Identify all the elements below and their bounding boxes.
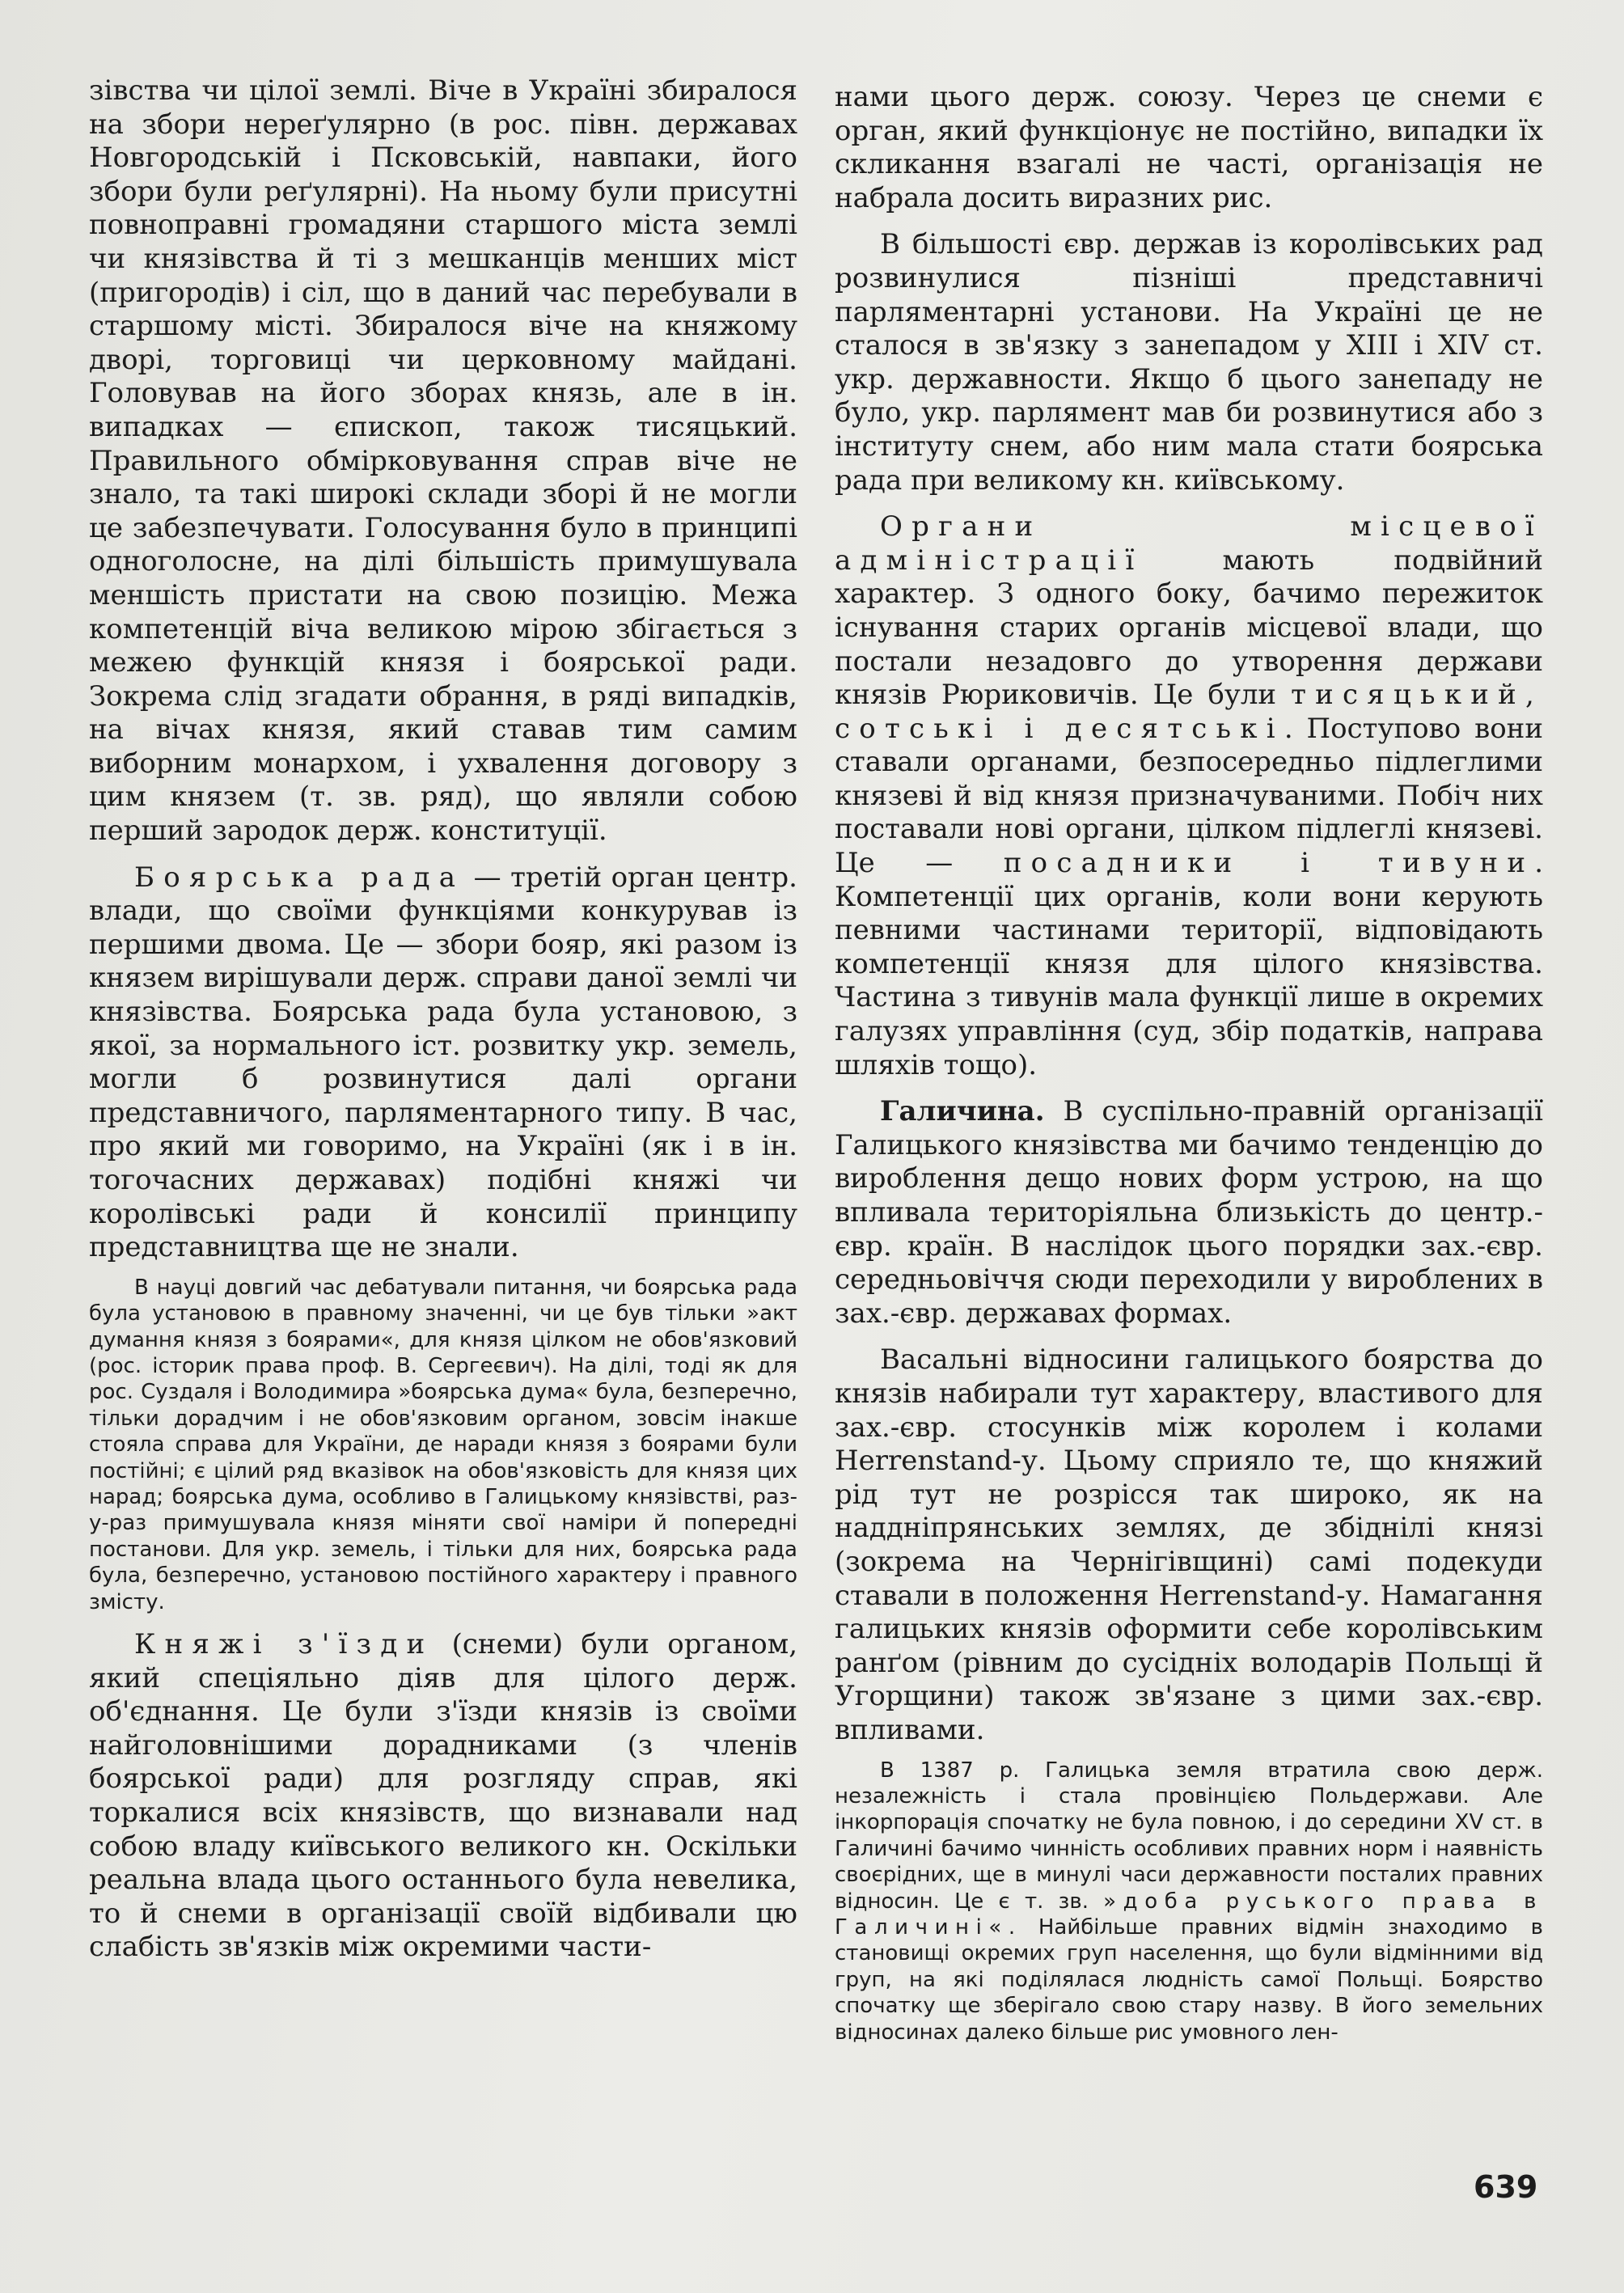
paragraph-snemy-continued: нами цього держ. союзу. Через це снеми є орган, який функціонує не постійно, випадки їх скликання взагалі не часті, організація не набрала досить виразних рис. [835,81,1543,214]
paragraph-knyazhi-zizdy [89,1628,797,1965]
term-tysiatskyi: тисяцький, сотські і десятські [835,679,1543,745]
paragraph-boyarska-rada-text: — третій орган центр. влади, що своїми функціями конкурував із першими двома. Це — збори бояр, які разом із князем вирішували держ. справи даної землі чи князівства. Боярська рада була установою, з якої, за нормального іст. розвитку укр. земель, могли б розвинутися далі органи представничого, парляментарного типу. В час, про який ми говоримо, на Україні (як і в ін. тогочасних державах) подібні княжі чи королівські ради й консилії принципу представництва ще не знали. [89,861,797,1264]
heading-halychyna: Галичина. [880,1095,1045,1128]
term-boyarska-rada: Боярська рада [134,861,465,894]
paragraph-knyazhi-zizdy-text: (снеми) були органом, який спеціяльно діяв для цілого держ. об'єднання. Це були з'їзди князів із своїми найголовнішими дорадниками (з членів боярської ради) для розгляду справ, які торкалися всіх князівств, що визнавали над собою владу київського великого кн. Оскільки реальна влада цього останнього була невелика, то й снеми в організації своїй відбивали цю слабість зв'язків між окремими части- [89,1628,797,1964]
small-print-1387-text-a: В 1387 р. Галицька земля втратила свою держ. незалежність і стала провінцією Польдержави. Але інкорпорація спочатку не була повною, і до середини XV ст. в Галичині бачимо чинність особливих правних норм і наявність своєрідних, ще в минулі часи державности посталих правних відносин. Це є т. зв. [835,1758,1543,1914]
paragraph-parliament: В більшості євр. держав із королівських рад розвинулися пізніші представничі парляментарні установи. На Україні це не сталося в зв'язку з занепадом у XIII і XIV ст. укр. державности. Якщо б цього занепаду не було, укр. парлямент мав би розвинутися або з інституту снем, або ним мала стати боярська рада при великому кн. київському. [835,228,1543,497]
paragraph-boyarska-rada [89,861,797,1265]
small-print-boyarska-rada: В науці довгий час дебатували питання, чи боярська рада була установою в правному значенні, чи це був тільки »акт думання князя з боярами«, для князя цілком не обов'язковий (рос. історик права проф. В. Сергеєвич). На ділі, тоді як для рос. Суздаля і Володимира »боярська дума« була, безперечно, тільки дорадчим і не обов'язковим органом, зовсім інакше стояла справа для України, де наради князя з боярами були постійні; є цілий ряд вказівок на обов'язковість для князя цих нарад; боярська дума, особливо в Галицькому князівстві, раз-у-раз примушувала князя міняти свої наміри й попередні постанови. Для укр. земель, і тільки для них, боярська рада була, безперечно, установою постійного характеру і правного змісту. [89,1275,797,1614]
term-knyazhi-zizdy: Княжі з'їзди [134,1628,434,1661]
term-posadnyky: посадники і тивуни [1003,847,1535,880]
small-print-1387-text-b: . Найбільше правних відмін знаходимо в становищі окремих груп населення, що були відмінними від груп, на які поділялася людність самої Польщі. Боярство спочатку ще зберігало свою стару назву. В його земельних відносинах далеко більше рис умовного лен- [835,1914,1543,2045]
small-print-1387 [835,1758,1543,2046]
paragraph-local-administration [835,510,1543,1082]
local-administration-text-c: . Компетенції цих органів, коли вони керують певними частинами території, відповідають компетенції князя для цілого князівства. Частина з тивунів мала функції лише в окремих галузях управління (суд, збір податків, направа шляхів тощо). [835,847,1544,1081]
local-administration-text-a: мають подвійний характер. З одного боку, бачимо пережиток існування старих органів місцевої влади, що постали незадовго до утворення держави князів Рюриковичів. Це були [835,544,1543,712]
left-column [89,74,797,1965]
paragraph-halychyna-text: В суспільно-правній організації Галицького князівства ми бачимо тенденцію до вироблення дещо нових форм устрою, на що впливала територіяльна близькість до центр.-євр. країн. В наслідок цього порядки зах.-євр. середньовіччя сюди переходили у вироблених в зах.-євр. державах формах. [835,1095,1543,1330]
term-ruske-pravo: »доба руського права в Галичині« [835,1889,1543,1940]
right-column [835,81,1543,2058]
term-local-administration: Органи місцевої адміністрації [835,510,1543,577]
local-administration-text-b: . Поступово вони ставали органами, безпосередньо підлеглими князеві й від князя призначуваними. Побіч них поставали нові органи, цілком підлеглі князеві. Це — [835,712,1543,880]
paragraph-halychyna [835,1095,1543,1331]
paragraph-vassal-relations: Васальні відносини галицького боярства до князів набирали тут характеру, властивого для зах.-євр. стосунків між королем і колами Herrenstand-у. Цьому сприяло те, що княжий рід тут не розрісся так широко, як на наддніпрянських землях, де збіднілі князі (зокрема на Чернігівщині) самі подекуди ставали в положення Herrenstand-у. Намагання галицьких князів оформити себе королівським ранґом (рівним до сусідніх володарів Польщі й Угорщини) також зв'язане з цими зах.-євр. впливами. [835,1343,1543,1746]
page-number: 639 [1474,2169,1538,2205]
paragraph-viche: зівства чи цілої землі. Віче в Україні збиралося на збори нереґулярно (в рос. півн. державах Новгородській і Псковській, навпаки, його збори були реґулярні). На ньому були присутні повноправні громадяни старшого міста землі чи князівства й ті з мешканців менших міст (пригородів) і сіл, що в даний час перебували в старшому місті. Збиралося віче на княжому дворі, торговиці чи церковному майдані. Головував на його зборах князь, але в ін. випадках — єпископ, також тисяцький. Правильного обмірковування справ віче не знало, та такі широкі склади зборі й не могли це забезпечувати. Голосування було в принципі одноголосне, на ділі більшість примушувала меншість пристати на свою позицію. Межа компетенцій віча великою мірою збігається з межею функцій князя і боярської ради. Зокрема слід згадати обрання, в ряді випадків, на вічах князя, який ставав тим самим виборним монархом, і ухвалення договору з цим князем (т. зв. ряд), що являли собою перший зародок держ. конституції. [89,74,797,848]
